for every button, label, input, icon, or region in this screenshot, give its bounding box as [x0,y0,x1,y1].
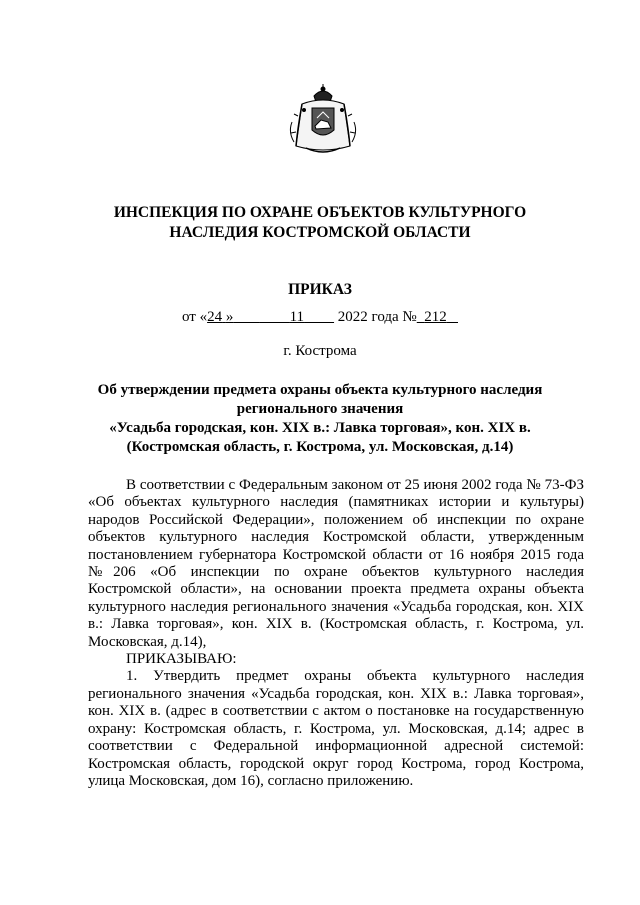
order-month: 11 [289,309,305,325]
document-body [88,477,584,790]
order-year: 2022 года № [337,309,417,325]
subject-line4: (Костромская область, г. Кострома, ул. Московская, д.14) [126,439,514,455]
body-preamble: В соответствии с Федеральным законом от 25 июня 2002 года № 73-ФЗ «Об объектах культурного наследия (памятниках истории и культуры) народов Российской Федерации», положением об инспекции по охране объектов культурного наследия Костромской области, утвержденным постановлением губернатора Костромской области от 16 ноября 2015 года №206 «Об инспекции по охране объектов культурного наследия Костромской области», на основании проекта предмета охраны объекта культурного наследия регионального значения «Усадьба городская, кон. XIX в.: Лавка торговая», кон. XIX в. (Костромская область, г. Кострома, ул. Московская, д.14), [88,477,584,650]
coat-of-arms-emblem [284,82,362,158]
city: г. Кострома [283,343,357,359]
document-title: ПРИКАЗ [288,281,352,298]
subject-line3: «Усадьба городская, кон. XIX в.: Лавка торговая», кон. XIX в. [109,420,531,436]
order-day: 24 » [207,309,234,325]
order-subject [88,381,552,457]
subject-line2: регионального значения [236,401,404,417]
organization-name-line2: НАСЛЕДИЯ КОСТРОМСКОЙ ОБЛАСТИ [169,224,471,241]
organization-name-line1: ИНСПЕКЦИЯ ПО ОХРАНЕ ОБЪЕКТОВ КУЛЬТУРНОГО [113,204,527,221]
body-order-word: ПРИКАЗЫВАЮ: [126,651,237,668]
organization-name [80,203,560,243]
subject-line1: Об утверждении предмета охраны объекта культурного наследия [97,382,543,398]
order-number: 212 [424,309,447,325]
order-prefix: от « [181,309,208,325]
body-item-1: 1. Утвердить предмет охраны объекта культурного наследия регионального значения «Усадьба городская, кон. XIX в.: Лавка торговая», кон. XIX в. (адрес в соответствии с актом о постановке на государственную охрану: Костромская область, г. Кострома, ул. Московская, д.14; адрес в соответствии с Федеральной информационной адресной системой: Костромская область, городской округ город Кострома, город Кострома, улица Московская, дом 16), согласно приложению. [88,668,584,789]
order-date-number [80,309,560,326]
